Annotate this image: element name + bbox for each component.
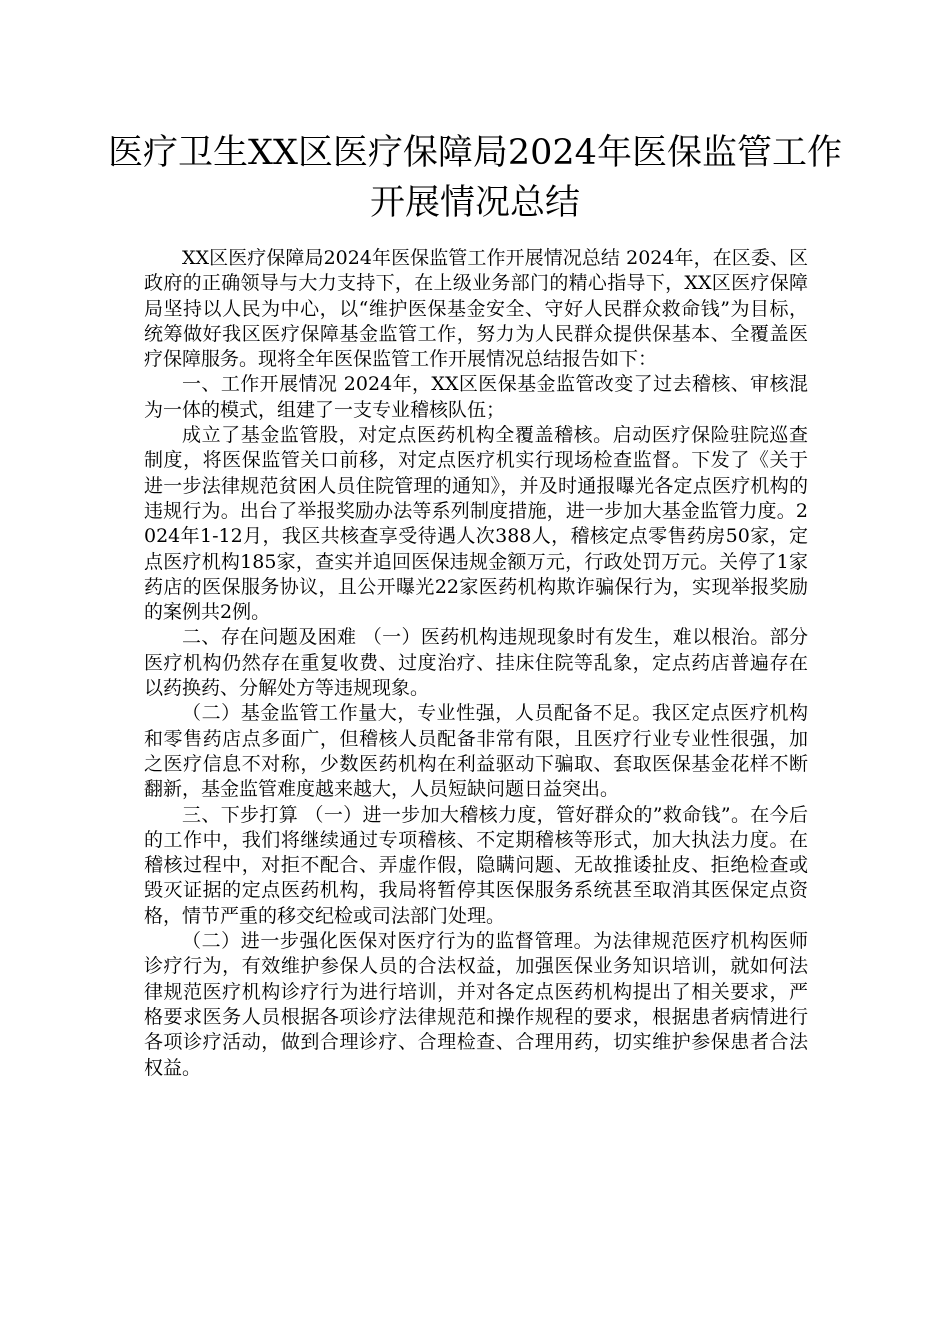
paragraph-intro: XX区医疗保障局2024年医保监管工作开展情况总结 2024年，在区委、区政府的正确领导与大力支持下，在上级业务部门的精心指导下，XX区医疗保障局坚持以人民为中心，以“维护医保基金安全、守好人民群众救命钱”为目标，统筹做好我区医疗保障基金监管工作，努力为人民群众提供保基本、全覆盖医疗保障服务。现将全年医保监管工作开展情况总结报告如下： [144, 247, 808, 371]
paragraph-supervision-measures: 成立了基金监管股，对定点医药机构全覆盖稽核。启动医疗保险驻院巡查制度，将医保监管关口前移，对定点医疗机实行现场检查监督。下发了《关于进一步法律规范贫困人员住院管理的通知》，并及时通报曝光各定点医疗机构的违规行为。出台了举报奖励办法等系列制度措施，进一步加大基金监管力度。2024年1-12月，我区共核查享受待遇人次388人，稽核定点零售药房50家，定点医疗机构185家，查实并追回医保违规金额万元，行政处罚万元。关停了1家药店的医保服务协议，且公开曝光22家医药机构欺诈骗保行为，实现举报奖励的案例共2例。 [144, 424, 808, 624]
paragraph-supervision-management: （二）进一步强化医保对医疗行为的监督管理。为法律规范医疗机构医师诊疗行为，有效维护参保人员的合法权益，加强医保业务知识培训，就如何法律规范医疗机构诊疗行为进行培训，并对各定点医药机构提出了相关要求，严格要求医务人员根据各项诊疗法律规范和操作规程的要求，根据患者病情进行各项诊疗活动，做到合理诊疗、合理检查、合理用药，切实维护参保患者合法权益。 [144, 930, 808, 1079]
paragraph-next-steps: 三、下步打算 （一）进一步加大稽核力度，管好群众的”救命钱”。在今后的工作中，我们将继续通过专项稽核、不定期稽核等形式，加大执法力度。在稽核过程中，对拒不配合、弄虚作假，隐瞒问题、无故推诿扯皮、拒绝检查或毁灭证据的定点医药机构，我局将暂停其医保服务系统甚至取消其医保定点资格，情节严重的移交纪检或司法部门处理。 [144, 803, 808, 927]
paragraph-staffing-shortage: （二）基金监管工作量大，专业性强，人员配备不足。我区定点医疗机构和零售药店点多面广，但稽核人员配备非常有限，且医疗行业专业性很强，加之医疗信息不对称，少数医药机构在利益驱动下骗取、套取医保基金花样不断翻新，基金监管难度越来越大，人员短缺问题日益突出。 [144, 702, 808, 801]
paragraph-work-progress: 一、工作开展情况 2024年，XX区医保基金监管改变了过去稽核、审核混为一体的模式，组建了一支专业稽核队伍； [144, 373, 808, 421]
document-title: 医疗卫生XX区医疗保障局2024年医保监管工作开展情况总结 [108, 133, 842, 223]
document-body [144, 246, 808, 1081]
paragraph-problems: 二、存在问题及困难 （一）医药机构违规现象时有发生，难以根治。部分医疗机构仍然存在重复收费、过度治疗、挂床住院等乱象，定点药店普遍存在以药换药、分解处方等违规现象。 [144, 626, 808, 700]
